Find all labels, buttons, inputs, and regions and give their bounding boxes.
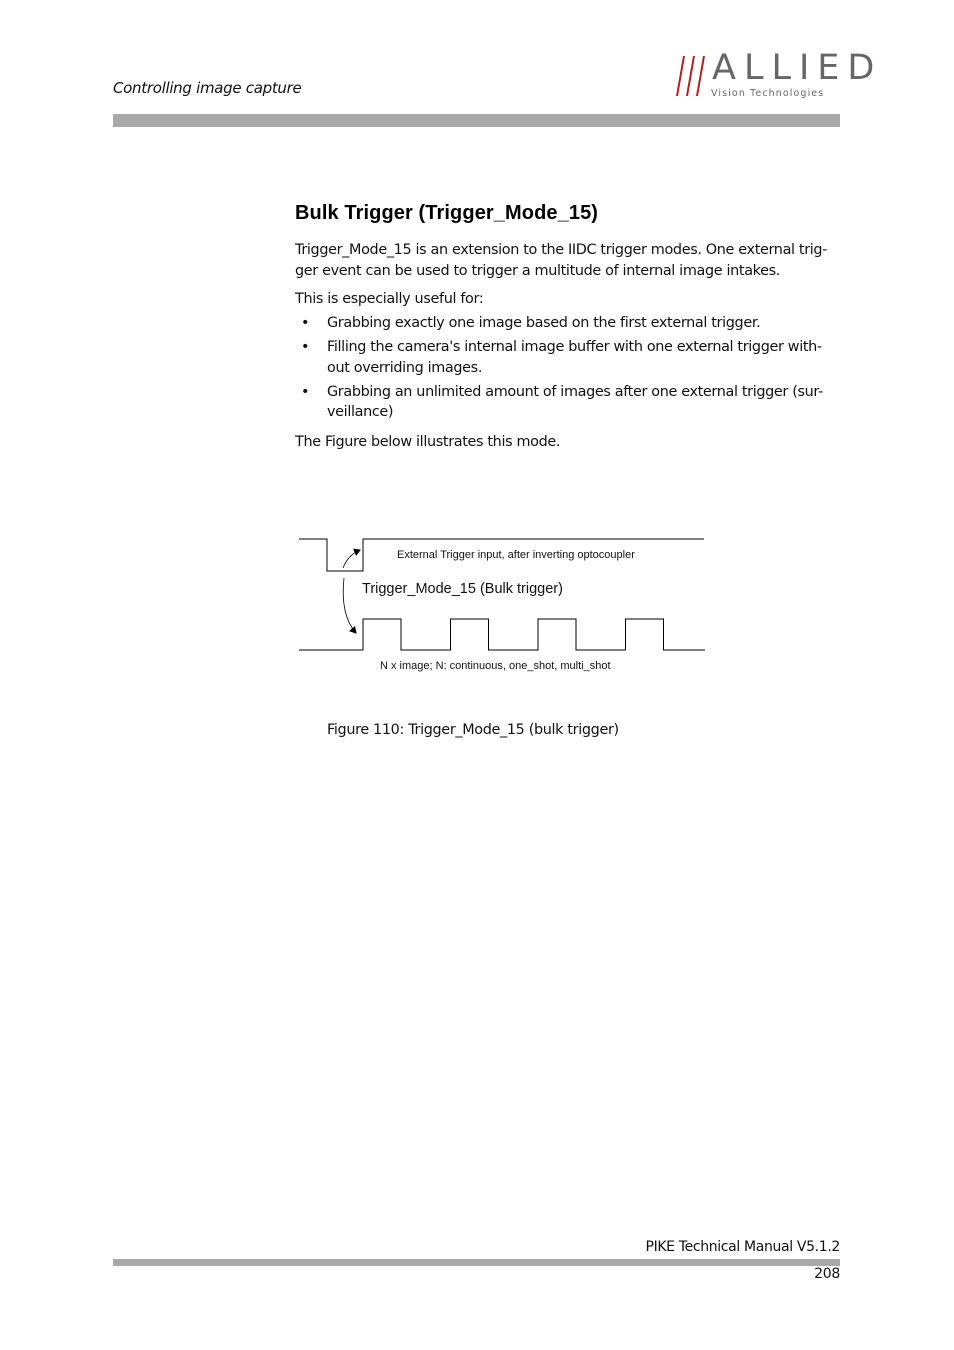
list-item: [295, 313, 843, 334]
list-item-line: veillance): [327, 404, 394, 420]
figure-caption: Figure 110: Trigger_Mode_15 (bulk trigger): [327, 722, 619, 738]
bullet-icon: •: [301, 339, 310, 355]
header-divider-bar: [113, 114, 840, 127]
timing-diagram: [290, 530, 710, 685]
output-signal-label: N x image; N: continuous, one_shot, multi_shot: [380, 660, 611, 672]
logo-slashes-icon: [668, 52, 712, 98]
list-item-line: Filling the camera's internal image buffer with one external trigger with-: [327, 339, 822, 355]
list-item-line: Grabbing an unlimited amount of images after one external trigger (sur-: [327, 383, 823, 400]
figure-intro-paragraph: The Figure below illustrates this mode.: [295, 434, 561, 450]
trigger-arrow-down: [343, 578, 356, 633]
list-item-line: Grabbing exactly one image based on the first external trigger.: [327, 315, 761, 331]
section-title: Bulk Trigger (Trigger_Mode_15): [295, 202, 599, 224]
bullet-icon: •: [301, 315, 310, 331]
useful-for-paragraph: This is especially useful for:: [295, 291, 484, 307]
output-pulse-train: [299, 619, 705, 650]
list-item: [295, 382, 843, 423]
running-header: Controlling image capture: [113, 79, 302, 97]
footer-divider-bar: [113, 1259, 840, 1266]
list-item-line: out overriding images.: [327, 359, 483, 376]
bullet-icon: •: [301, 383, 310, 400]
logo-wordmark: ALLIED: [712, 48, 883, 88]
company-logo: [668, 48, 883, 102]
intro-line-1: Trigger_Mode_15 is an extension to the IIDC trigger modes. One external trig-: [295, 242, 828, 258]
use-case-list: [295, 313, 843, 426]
page-number: 208: [814, 1266, 840, 1282]
intro-line-2: ger event can be used to trigger a multitude of internal image intakes.: [295, 262, 781, 279]
input-signal-label: External Trigger input, after inverting optocoupler: [397, 549, 635, 561]
logo-tagline: Vision Technologies: [711, 88, 825, 99]
intro-paragraph: [295, 240, 843, 281]
footer-manual-title: PIKE Technical Manual V5.1.2: [645, 1239, 840, 1255]
mode-label: Trigger_Mode_15 (Bulk trigger): [362, 581, 563, 597]
trigger-arrow-up: [343, 550, 360, 568]
list-item: [295, 337, 843, 378]
